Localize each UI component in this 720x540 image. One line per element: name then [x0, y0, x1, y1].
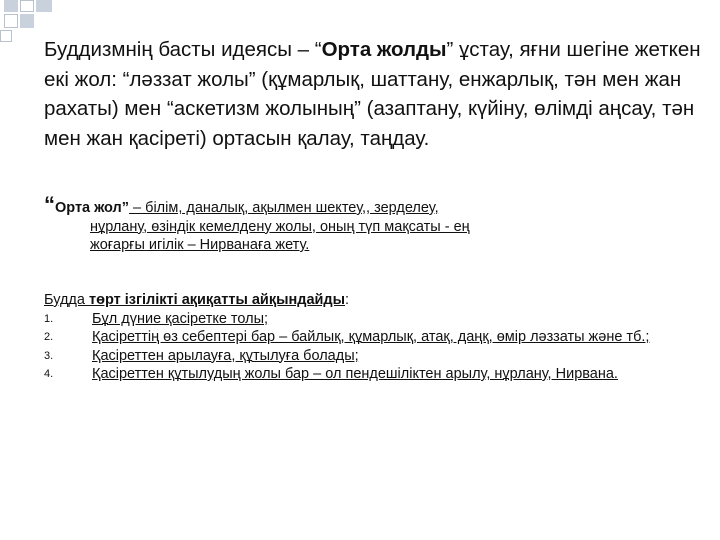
four-truths-list	[44, 310, 664, 384]
list-item	[44, 310, 664, 329]
list-item	[44, 347, 664, 366]
intro-end: :	[345, 292, 350, 308]
middle-way-definition	[44, 192, 604, 255]
list-number: 2.	[44, 331, 54, 343]
list-text: Бұл дүние қасіретке толы;	[92, 310, 269, 327]
text-segment: ” ұстау, яғни шегіне жеткен екі жол: “ләззат жолы” (құмарлық, шаттану, енжарлық, тән мен жан рахаты) мен “аскетизм жолының” (азаптану, күйіну, өлімді аңсау, тән мен жан қасіреті) ортасын қалау, таңдау.	[44, 38, 701, 150]
lead-term: Орта жол”	[55, 200, 130, 216]
list-item	[44, 328, 664, 347]
text-segment: Буддизмнің басты идеясы – “	[44, 38, 322, 61]
list-number: 1.	[44, 312, 54, 325]
definition-line: нұрлану, өзіндік кемелдену жолы, оның түп мақсаты - ең	[90, 218, 470, 235]
main-paragraph	[44, 35, 704, 153]
bold-term: Орта жолды	[321, 38, 447, 61]
list-text: Қасіреттің өз себептері бар – байлық, құмарлық, атақ, даңқ, өмір ләззаты және тб.;	[92, 329, 650, 345]
definition-line: – білім, даналық, ақылмен шектеу,, зерделеу,	[129, 200, 439, 216]
list-text: Қасіреттен арылауға, құтылуға болады;	[92, 347, 359, 364]
definition-line: жоғарғы игілік – Нирванаға жету.	[90, 237, 310, 253]
list-number: 4.	[44, 368, 54, 380]
four-truths-section	[44, 291, 664, 384]
list-item	[44, 365, 664, 384]
opening-quote: “	[44, 192, 55, 217]
intro-bold: төрт ізгілікті ақиқатты айқындайды	[88, 292, 346, 308]
list-number: 3.	[44, 349, 54, 362]
intro-text: Будда	[44, 292, 89, 308]
four-truths-intro	[44, 291, 664, 310]
list-text: Қасіреттен құтылудың жолы бар – ол пендешіліктен арылу, нұрлану, Нирвана.	[92, 366, 618, 382]
